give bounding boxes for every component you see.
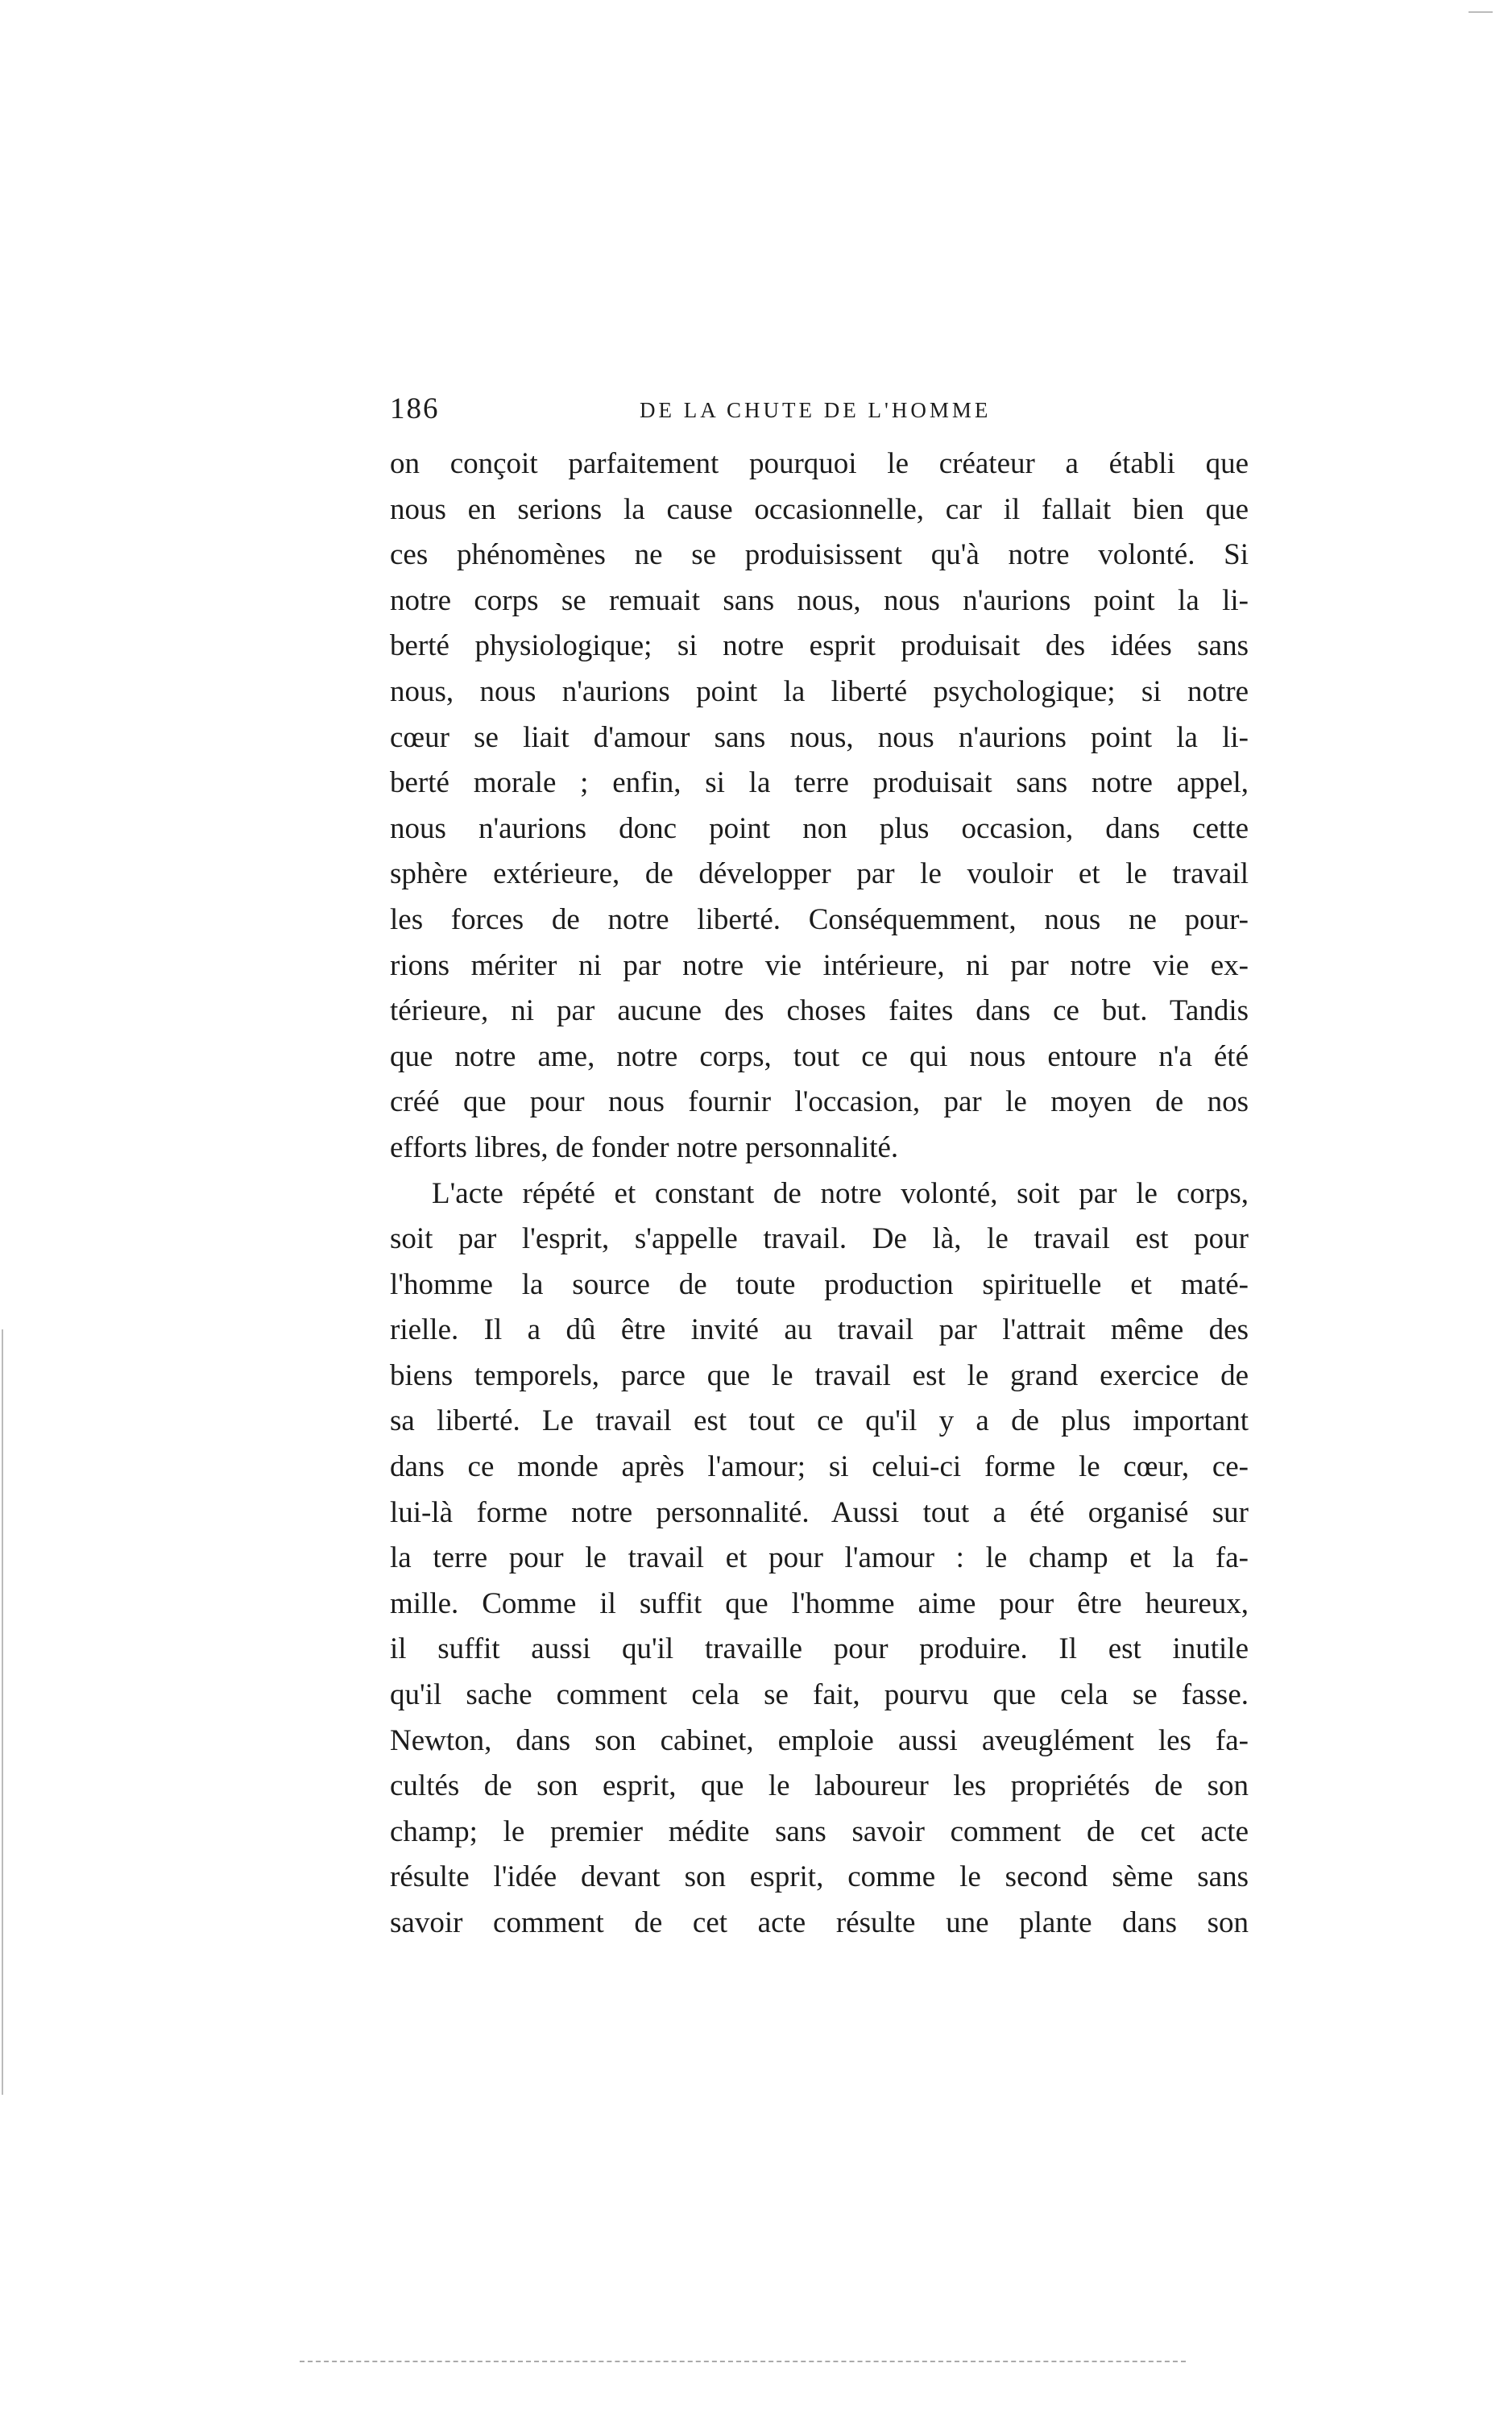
text-line: soit par l'esprit, s'appelle travail. De là, le travail est pour [390,1222,1249,1256]
text-line: berté morale ; enfin, si la terre produisait sans notre appel, [390,766,1249,800]
scan-binding-edge [2,1329,3,2095]
text-line: Newton, dans son cabinet, emploie aussi aveuglément les fa- [390,1723,1249,1757]
text-line: ces phénomènes ne se produisissent qu'à notre volonté. Si [390,538,1249,572]
text-line: qu'il sache comment cela se fait, pourvu que cela se fasse. [390,1678,1249,1712]
page-header [385,392,1251,432]
text-line: rielle. Il a dû être invité au travail par l'attrait même des [390,1313,1249,1347]
text-line: champ; le premier médite sans savoir comment de cet acte [390,1814,1249,1848]
text-line: cultés de son esprit, que le laboureur les propriétés de son [390,1769,1249,1803]
text-line: notre corps se remuait sans nous, nous n'aurions point la li- [390,583,1249,617]
paragraph-1 [390,442,1249,1171]
text-line: mille. Comme il suffit que l'homme aime pour être heureux, [390,1586,1249,1620]
text-line: les forces de notre liberté. Conséquemment, nous ne pour- [390,902,1249,936]
text-line: dans ce monde après l'amour; si celui-ci forme le cœur, ce- [390,1450,1249,1484]
text-line: nous en serions la cause occasionnelle, car il fallait bien que [390,492,1249,526]
text-line: nous n'aurions donc point non plus occasion, dans cette [390,811,1249,845]
text-line: cœur se liait d'amour sans nous, nous n'aurions point la li- [390,720,1249,754]
text-line: biens temporels, parce que le travail est le grand exercice de [390,1358,1249,1392]
text-line: berté physiologique; si notre esprit produisait des idées sans [390,629,1249,663]
text-line: que notre ame, notre corps, tout ce qui nous entoure n'a été [390,1039,1249,1073]
text-line: créé que pour nous fournir l'occasion, par le moyen de nos [390,1085,1249,1119]
scan-bottom-edge [300,2361,1186,2362]
text-line: l'homme la source de toute production spirituelle et maté- [390,1267,1249,1301]
text-line: rions mériter ni par notre vie intérieure, ni par notre vie ex- [390,948,1249,982]
text-line: térieure, ni par aucune des choses faites dans ce but. Tandis [390,994,1249,1028]
text-line: nous, nous n'aurions point la liberté psychologique; si notre [390,674,1249,708]
text-line: la terre pour le travail et pour l'amour : le champ et la fa- [390,1541,1249,1575]
text-line: L'acte répété et constant de notre volonté, soit par le corps, [432,1176,1249,1210]
text-line: sa liberté. Le travail est tout ce qu'il y a de plus important [390,1404,1249,1438]
page-number: 186 [390,392,440,425]
scan-edge-mark [1469,11,1493,13]
running-title: DE LA CHUTE DE L'HOMME [640,398,992,422]
body-text [390,442,1249,1947]
text-line: résulte l'idée devant son esprit, comme le second sème sans [390,1860,1249,1894]
paragraph-2 [390,1171,1249,1947]
text-line: efforts libres, de fonder notre personnalité. [390,1130,899,1164]
text-line: lui-là forme notre personnalité. Aussi tout a été organisé sur [390,1495,1249,1529]
text-line: on conçoit parfaitement pourquoi le créateur a établi que [390,447,1249,480]
text-line: sphère extérieure, de développer par le vouloir et le travail [390,857,1249,891]
text-line: savoir comment de cet acte résulte une plante dans son [390,1906,1249,1939]
text-line: il suffit aussi qu'il travaille pour produire. Il est inutile [390,1632,1249,1666]
